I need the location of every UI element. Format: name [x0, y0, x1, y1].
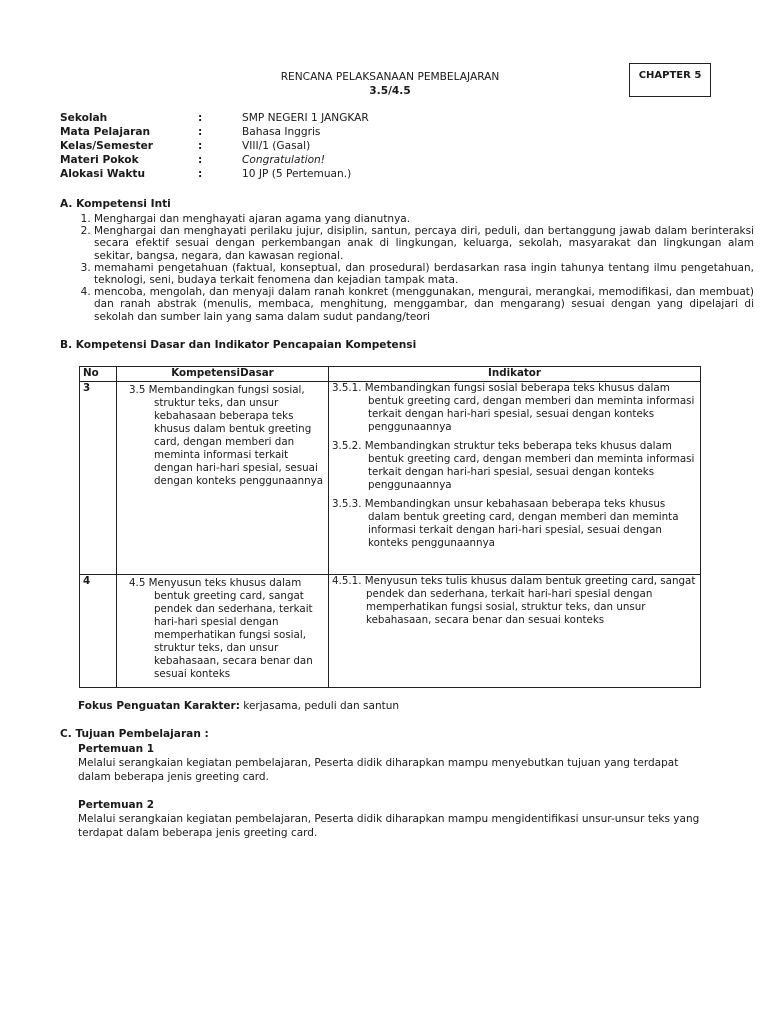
section-c-heading: C. Tujuan Pembelajaran :: [60, 728, 209, 740]
section-b-heading: B. Kompetensi Dasar dan Indikator Pencapaian Kompetensi: [60, 339, 417, 351]
kd-text: 4.5 Menyusun teks khusus dalam bentuk greeting card, sangat pendek dan sederhana, terkait hari-hari spesial dengan memperhatikan fungsi sosial, struktur teks, dan unsur kebahasaan, secara benar dan sesuai konteks: [129, 577, 313, 680]
section-a-heading: A. Kompetensi Inti: [60, 198, 171, 210]
karakter-label: Fokus Penguatan Karakter:: [78, 700, 240, 712]
identity-row-mapel: [60, 126, 320, 140]
column-header-no: No: [80, 367, 117, 382]
identity-colon: :: [198, 112, 203, 124]
identity-label: Mata Pelajaran: [60, 126, 151, 138]
identity-value: 10 JP (5 Pertemuan.): [242, 168, 352, 180]
document-title: RENCANA PELAKSANAAN PEMBELAJARAN: [280, 71, 500, 83]
identity-colon: :: [198, 140, 203, 152]
cell-indikator: [329, 382, 701, 575]
document-subtitle: 3.5/4.5: [369, 85, 411, 97]
karakter-line: [78, 699, 708, 713]
identity-colon: :: [198, 168, 203, 180]
identity-colon: :: [198, 154, 203, 166]
identity-row-materi: [60, 154, 325, 168]
identity-value: VIII/1 (Gasal): [242, 140, 311, 152]
indicator-item: 3.5.1. Membandingkan fungsi sosial beberapa teks khusus dalam bentuk greeting card, dengan memberi dan meminta informasi terkait dengan hari-hari spesial, sesuai dengan konteks penggunaannya: [332, 382, 695, 433]
cell-dasar: [117, 382, 329, 575]
cell-dasar: [117, 575, 329, 688]
identity-row-sekolah: [60, 112, 369, 126]
pertemuan-1-text: Melalui serangkaian kegiatan pembelajaran, Peserta didik diharapkan mampu menyebutkan tujuan yang terdapat dalam beberapa jenis greeting card.: [78, 757, 679, 783]
identity-value: Bahasa Inggris: [242, 126, 321, 138]
identity-row-alokasi: [60, 168, 351, 182]
kompetensi-table: [79, 366, 701, 688]
pertemuan-2-text: Melalui serangkaian kegiatan pembelajaran, Peserta didik diharapkan mampu mengidentifikasi unsur-unsur teks yang terdapat dalam beberapa jenis greeting card.: [78, 813, 700, 839]
cell-no: 4: [80, 575, 117, 688]
list-item: 4. mencoba, mengolah, dan menyaji dalam ranah konkret (menggunakan, mengurai, merangkai, memodifikasi, dan membuat) dan ranah abstrak (menulis, membaca, menghitung, menggambar, dan mengarang) sesuai dengan yang dipelajari di sekolah dan sumber lain yang sama dalam sudut pandang/teori: [94, 286, 754, 323]
list-item: 2. Menghargai dan menghayati perilaku jujur, disiplin, santun, percaya diri, peduli, dan bertanggung jawab dalam berinteraksi secara efektif sesuai dengan perkembangan anak di lingkungan, keluarga, sekolah, masyarakat dan lingkungan alam sekitar, bangsa, negara, dan kawasan regional.: [94, 225, 754, 262]
list-item: 3. memahami pengetahuan (faktual, konseptual, dan prosedural) berdasarkan rasa ingin tahunya tentang ilmu pengetahuan, teknologi, seni, budaya terkait fenomena dan kejadian tampak mata.: [94, 262, 754, 286]
identity-row-kelas: [60, 140, 310, 154]
identity-label: Alokasi Waktu: [60, 168, 146, 180]
identity-colon: :: [198, 126, 203, 138]
identity-label: Sekolah: [60, 112, 108, 124]
table-row: [80, 575, 701, 688]
table-row: [80, 382, 701, 575]
kd-text: 3.5 Membandingkan fungsi sosial, struktur teks, dan unsur kebahasaan beberapa teks khusus dalam bentuk greeting card, dengan memberi dan meminta informasi terkait dengan hari-hari spesial, sesuai dengan konteks penggunaannya: [129, 384, 324, 487]
pertemuan-1-title: Pertemuan 1: [78, 743, 155, 755]
identity-value: Congratulation!: [242, 154, 326, 166]
pertemuan-2-title: Pertemuan 2: [78, 799, 155, 811]
indicator-item: 4.5.1. Menyusun teks tulis khusus dalam bentuk greeting card, sangat pendek dan sederhana, terkait hari-hari spesial dengan memperhatikan fungsi sosial, struktur teks, dan unsur kebahasaan, secara benar dan sesuai konteks: [332, 575, 696, 626]
indicator-item: 3.5.2. Membandingkan struktur teks beberapa teks khusus dalam bentuk greeting card, dengan memberi dan meminta informasi terkait dengan hari-hari spesial, sesuai dengan konteks penggunaannya: [332, 440, 695, 491]
table-header-row: [80, 367, 701, 382]
list-item: 1. Menghargai dan menghayati ajaran agama yang dianutnya.: [94, 213, 754, 225]
chapter-badge: CHAPTER 5: [629, 63, 711, 97]
column-header-dasar: KompetensiDasar: [117, 367, 329, 382]
identity-label: Kelas/Semester: [60, 140, 153, 152]
identity-value: SMP NEGERI 1 JANGKAR: [242, 112, 369, 124]
cell-indikator: [329, 575, 701, 688]
column-header-indikator: Indikator: [329, 367, 701, 382]
identity-label: Materi Pokok: [60, 154, 139, 166]
karakter-value: kerjasama, peduli dan santun: [239, 700, 400, 712]
kompetensi-inti-list: [60, 213, 754, 323]
cell-no: 3: [80, 382, 117, 575]
indicator-item: 3.5.3. Membandingkan unsur kebahasaan beberapa teks khusus dalam bentuk greeting card, dengan memberi dan meminta informasi terkait dengan hari-hari spesial, sesuai dengan konteks penggunaannya: [332, 498, 679, 549]
